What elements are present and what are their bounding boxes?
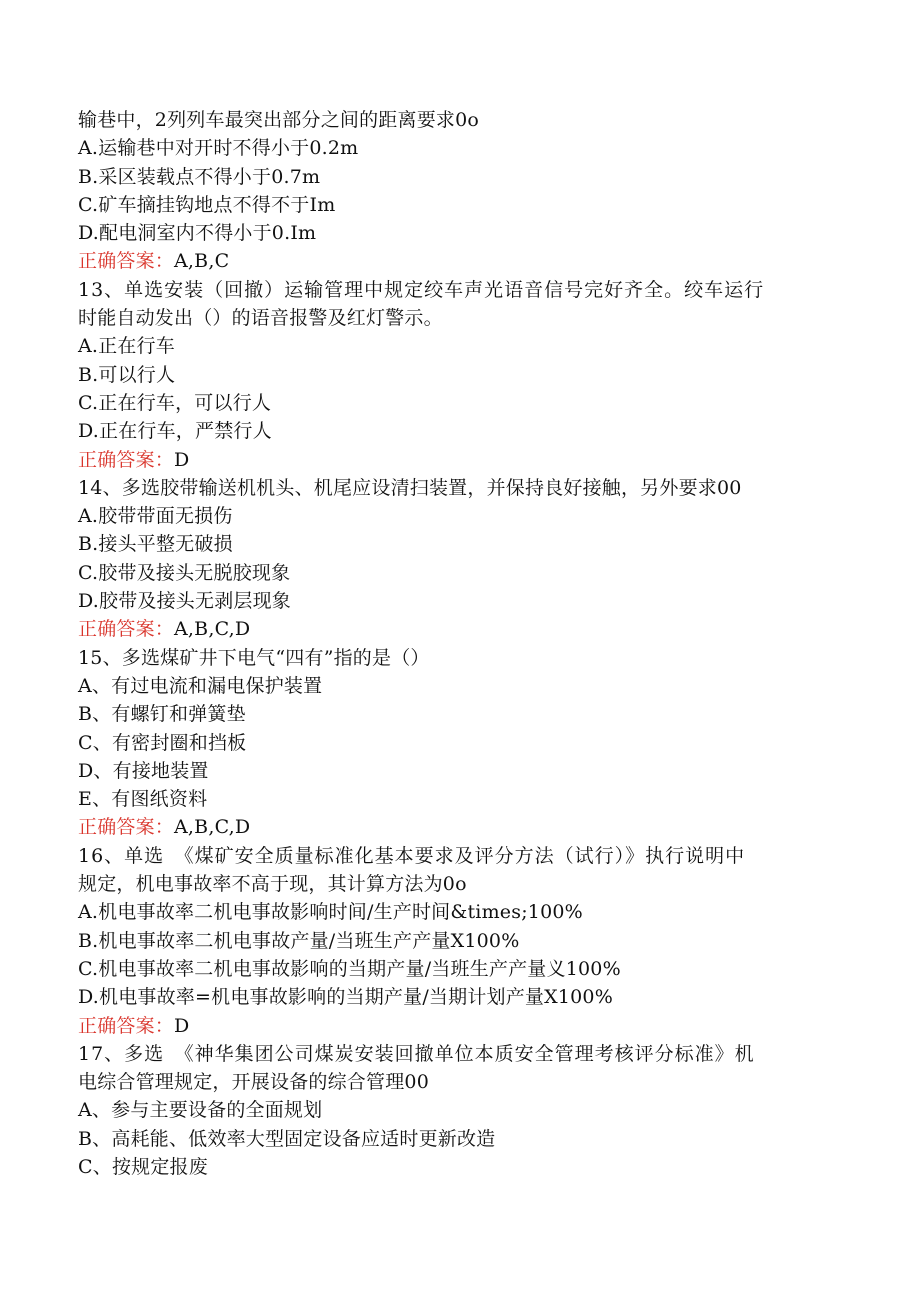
answer-value: D bbox=[174, 1014, 190, 1037]
option-line: A、有过电流和漏电保护装置 bbox=[78, 674, 323, 697]
answer-line bbox=[78, 446, 838, 474]
answer-line bbox=[78, 247, 838, 275]
text-line: 输巷中，2列列车最突出部分之间的距离要求0o bbox=[78, 109, 480, 131]
option-line: B、有螺钉和弹簧垫 bbox=[78, 703, 246, 726]
option-line: D.胶带及接头无剥层现象 bbox=[78, 590, 291, 613]
answer-value: D bbox=[174, 448, 190, 471]
option-line: B.采区装载点不得小于0.7m bbox=[78, 165, 321, 188]
question-line: 16、单选 《煤矿安全质量标准化基本要求及评分方法（试行）》执行说明中 bbox=[78, 844, 746, 867]
option-line: A.正在行车 bbox=[78, 335, 175, 358]
question-line: 电综合管理规定，开展设备的综合管理00 bbox=[78, 1071, 429, 1094]
answer-value: A,B,C,D bbox=[174, 816, 251, 839]
answer-value: A,B,C,D bbox=[174, 618, 251, 641]
option-line: C.机电事故率二机电事故影响的当期产量/当班生产产量义100% bbox=[78, 957, 621, 980]
question-line: 13、单选安装（回撤）运输管理中规定绞车声光语音信号完好齐全。绞车运行 bbox=[78, 278, 765, 301]
option-line: B、高耗能、低效率大型固定设备应适时更新改造 bbox=[78, 1127, 496, 1150]
option-line: D.配电洞室内不得小于0.Im bbox=[78, 222, 317, 245]
option-line: D.机电事故率=机电事故影响的当期产量/当期计划产量X100% bbox=[78, 986, 613, 1009]
option-line: C.矿车摘挂钩地点不得不于Im bbox=[78, 193, 336, 216]
answer-line bbox=[78, 615, 838, 643]
question-line: 规定，机电事故率不高于现，其计算方法为0o bbox=[78, 873, 467, 896]
option-line: C.胶带及接头无脱胶现象 bbox=[78, 561, 291, 584]
option-line: A.机电事故率二机电事故影响时间/生产时间&times;100% bbox=[78, 901, 583, 924]
option-line: C.正在行车，可以行人 bbox=[78, 391, 272, 414]
answer-label: 正确答案： bbox=[78, 618, 175, 641]
answer-label: 正确答案： bbox=[78, 816, 175, 839]
option-line: D.正在行车，严禁行人 bbox=[78, 420, 272, 443]
option-line: D、有接地装置 bbox=[78, 759, 209, 782]
option-line: C、按规定报废 bbox=[78, 1155, 208, 1178]
answer-line bbox=[78, 813, 838, 841]
option-line: B.可以行人 bbox=[78, 363, 176, 386]
answer-label: 正确答案： bbox=[78, 1014, 175, 1037]
option-line: E、有图纸资料 bbox=[78, 788, 208, 811]
option-line: A.运输巷中对开时不得小于0.2m bbox=[78, 137, 359, 160]
option-line: B.机电事故率二机电事故产量/当班生产产量X100% bbox=[78, 929, 520, 952]
option-line: A.胶带带面无损伤 bbox=[78, 505, 233, 528]
question-line: 14、多选胶带输送机机头、机尾应设清扫装置，并保持良好接触，另外要求00 bbox=[78, 476, 742, 499]
question-line: 17、多选 《神华集团公司煤炭安装回撤单位本质安全管理考核评分标准》机 bbox=[78, 1042, 755, 1065]
question-line: 时能自动发出（）的语音报警及红灯警示。 bbox=[78, 307, 443, 330]
option-line: C、有密封圈和挡板 bbox=[78, 731, 247, 754]
answer-label: 正确答案： bbox=[78, 448, 175, 471]
option-line: A、参与主要设备的全面规划 bbox=[78, 1099, 323, 1122]
answer-line bbox=[78, 1012, 838, 1040]
answer-label: 正确答案： bbox=[78, 250, 175, 273]
option-line: B.接头平整无破损 bbox=[78, 533, 233, 556]
question-line: 15、多选煤矿井下电气“四有”指的是（） bbox=[78, 646, 430, 669]
document-page bbox=[78, 106, 838, 1181]
answer-value: A,B,C bbox=[174, 250, 230, 273]
